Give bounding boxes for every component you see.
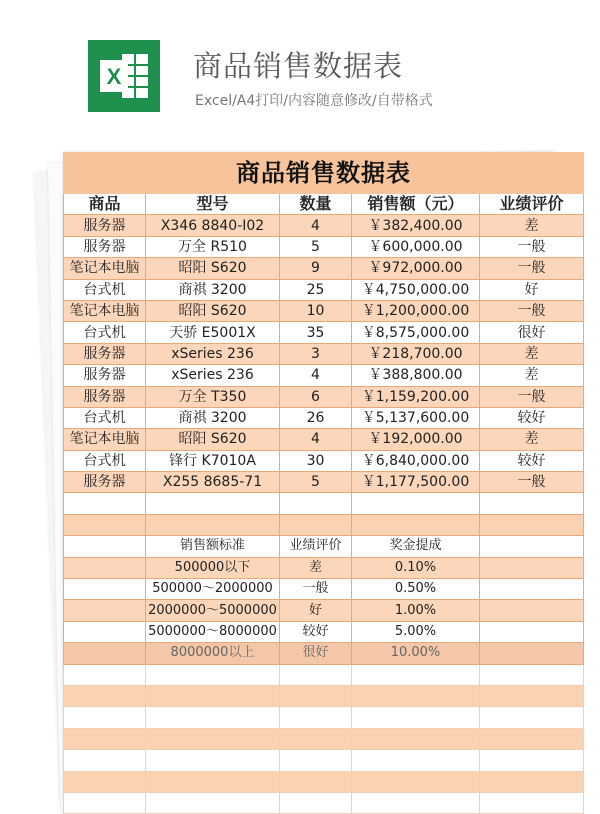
standard-row [64, 536, 584, 557]
standard-cell[interactable]: 业绩评价 [280, 536, 352, 557]
column-header[interactable]: 商品 [64, 194, 146, 215]
empty-cell[interactable] [146, 685, 280, 706]
table-cell[interactable]: 台式机 [64, 407, 146, 428]
table-cell[interactable]: ￥1,159,200.00 [352, 386, 480, 407]
table-cell[interactable]: 昭阳 S620 [146, 429, 280, 450]
empty-row [64, 771, 584, 792]
table-cell[interactable]: 较好 [480, 407, 584, 428]
table-cell[interactable]: ￥382,400.00 [352, 215, 480, 236]
standard-cell[interactable]: 0.10% [352, 557, 480, 578]
table-row [64, 322, 584, 343]
table-row [64, 429, 584, 450]
empty-cell[interactable] [480, 707, 584, 728]
table-cell[interactable]: X255 8685-71 [146, 472, 280, 493]
empty-cell[interactable] [64, 557, 146, 578]
table-cell[interactable]: 差 [480, 429, 584, 450]
empty-cell[interactable] [480, 685, 584, 706]
empty-cell[interactable] [352, 514, 480, 535]
empty-cell[interactable] [480, 643, 584, 664]
standard-cell[interactable]: 5000000～8000000 [146, 621, 280, 642]
standard-cell[interactable]: 销售额标准 [146, 536, 280, 557]
table-cell[interactable]: 26 [280, 407, 352, 428]
standard-cell[interactable]: 很好 [280, 643, 352, 664]
empty-cell[interactable] [280, 792, 352, 813]
empty-cell[interactable] [480, 536, 584, 557]
standard-cell[interactable]: 一般 [280, 579, 352, 600]
page-subtitle: Excel/A4打印/内容随意修改/自带格式 [195, 93, 433, 109]
table-cell[interactable]: ￥600,000.00 [352, 236, 480, 257]
standard-cell[interactable]: 5.00% [352, 621, 480, 642]
table-cell[interactable]: 台式机 [64, 322, 146, 343]
empty-cell[interactable] [64, 728, 146, 749]
table-cell[interactable]: 差 [480, 343, 584, 364]
standard-cell[interactable]: 1.00% [352, 600, 480, 621]
empty-cell[interactable] [480, 621, 584, 642]
empty-row [64, 750, 584, 771]
empty-cell[interactable] [64, 536, 146, 557]
empty-cell[interactable] [146, 750, 280, 771]
table-cell[interactable]: xSeries 236 [146, 343, 280, 364]
table-cell[interactable]: 好 [480, 279, 584, 300]
table-cell[interactable]: 一般 [480, 236, 584, 257]
table-cell[interactable]: 30 [280, 450, 352, 471]
standard-row [64, 643, 584, 664]
table-row [64, 472, 584, 493]
table-cell[interactable]: 昭阳 S620 [146, 300, 280, 321]
table-cell[interactable]: 一般 [480, 300, 584, 321]
sheet-title: 商品销售数据表 [64, 153, 584, 194]
empty-cell[interactable] [280, 493, 352, 514]
table-row [64, 258, 584, 279]
standard-cell[interactable]: 好 [280, 600, 352, 621]
standard-row [64, 579, 584, 600]
table-cell[interactable]: 服务器 [64, 472, 146, 493]
standard-cell[interactable]: 10.00% [352, 643, 480, 664]
table-cell[interactable]: 差 [480, 215, 584, 236]
standard-row [64, 557, 584, 578]
table-cell[interactable]: ￥388,800.00 [352, 365, 480, 386]
empty-cell[interactable] [280, 664, 352, 685]
table-row [64, 279, 584, 300]
table-cell[interactable]: ￥218,700.00 [352, 343, 480, 364]
empty-cell[interactable] [146, 493, 280, 514]
empty-row [64, 514, 584, 535]
column-header[interactable]: 销售额（元） [352, 194, 480, 215]
table-cell[interactable]: X346 8840-I02 [146, 215, 280, 236]
empty-cell[interactable] [480, 792, 584, 813]
table-row [64, 365, 584, 386]
empty-cell[interactable] [64, 493, 146, 514]
empty-cell[interactable] [480, 579, 584, 600]
table-cell[interactable]: 一般 [480, 386, 584, 407]
table-cell[interactable]: 差 [480, 365, 584, 386]
sales-table [63, 152, 584, 814]
empty-cell[interactable] [480, 750, 584, 771]
empty-cell[interactable] [352, 728, 480, 749]
standard-cell[interactable]: 较好 [280, 621, 352, 642]
empty-cell[interactable] [480, 771, 584, 792]
empty-cell[interactable] [352, 750, 480, 771]
table-cell[interactable]: 5 [280, 472, 352, 493]
table-row [64, 215, 584, 236]
empty-cell[interactable] [146, 728, 280, 749]
empty-cell[interactable] [146, 792, 280, 813]
table-cell[interactable]: 3 [280, 343, 352, 364]
table-cell[interactable]: 4 [280, 429, 352, 450]
standard-cell[interactable]: 500000～2000000 [146, 579, 280, 600]
empty-cell[interactable] [352, 792, 480, 813]
table-row [64, 407, 584, 428]
standard-cell[interactable]: 差 [280, 557, 352, 578]
page-header [0, 0, 600, 125]
empty-cell[interactable] [352, 664, 480, 685]
table-cell[interactable]: ￥8,575,000.00 [352, 322, 480, 343]
empty-cell[interactable] [64, 579, 146, 600]
empty-cell[interactable] [64, 621, 146, 642]
empty-cell[interactable] [64, 600, 146, 621]
empty-cell[interactable] [146, 707, 280, 728]
empty-cell[interactable] [280, 707, 352, 728]
table-cell[interactable]: 4 [280, 215, 352, 236]
table-cell[interactable]: 较好 [480, 450, 584, 471]
table-cell[interactable]: 35 [280, 322, 352, 343]
table-cell[interactable]: 台式机 [64, 279, 146, 300]
empty-row [64, 707, 584, 728]
table-cell[interactable]: ￥5,137,600.00 [352, 407, 480, 428]
empty-cell[interactable] [480, 514, 584, 535]
table-cell[interactable]: 5 [280, 236, 352, 257]
empty-cell[interactable] [352, 493, 480, 514]
excel-logo-letter: X [106, 64, 122, 89]
standard-cell[interactable]: 2000000～5000000 [146, 600, 280, 621]
empty-cell[interactable] [146, 514, 280, 535]
empty-cell[interactable] [64, 685, 146, 706]
column-header[interactable]: 业绩评价 [480, 194, 584, 215]
table-cell[interactable]: 4 [280, 365, 352, 386]
table-cell[interactable]: xSeries 236 [146, 365, 280, 386]
table-cell[interactable]: 服务器 [64, 386, 146, 407]
empty-row [64, 728, 584, 749]
standard-cell[interactable]: 500000以下 [146, 557, 280, 578]
table-row [64, 386, 584, 407]
excel-icon [88, 40, 160, 112]
empty-cell[interactable] [64, 771, 146, 792]
empty-cell[interactable] [64, 750, 146, 771]
table-cell[interactable]: 10 [280, 300, 352, 321]
table-cell[interactable]: 笔记本电脑 [64, 429, 146, 450]
column-header[interactable]: 数量 [280, 194, 352, 215]
table-cell[interactable]: 服务器 [64, 365, 146, 386]
empty-cell[interactable] [280, 750, 352, 771]
table-cell[interactable]: ￥192,000.00 [352, 429, 480, 450]
empty-cell[interactable] [480, 600, 584, 621]
empty-cell[interactable] [64, 707, 146, 728]
table-cell[interactable]: 商祺 3200 [146, 407, 280, 428]
table-cell[interactable]: 25 [280, 279, 352, 300]
table-cell[interactable]: 一般 [480, 472, 584, 493]
empty-row [64, 493, 584, 514]
table-cell[interactable]: 笔记本电脑 [64, 258, 146, 279]
table-cell[interactable]: 锋行 K7010A [146, 450, 280, 471]
standard-cell[interactable]: 0.50% [352, 579, 480, 600]
standard-row [64, 621, 584, 642]
standard-cell[interactable]: 奖金提成 [352, 536, 480, 557]
table-cell[interactable]: 万全 R510 [146, 236, 280, 257]
table-cell[interactable]: 服务器 [64, 215, 146, 236]
empty-cell[interactable] [64, 643, 146, 664]
table-cell[interactable]: ￥6,840,000.00 [352, 450, 480, 471]
spreadsheet-sheet [63, 152, 564, 800]
table-cell[interactable]: 服务器 [64, 236, 146, 257]
table-row [64, 300, 584, 321]
standard-cell[interactable]: 8000000以上 [146, 643, 280, 664]
column-header[interactable]: 型号 [146, 194, 280, 215]
table-cell[interactable]: 很好 [480, 322, 584, 343]
empty-cell[interactable] [480, 557, 584, 578]
empty-cell[interactable] [480, 493, 584, 514]
table-cell[interactable]: 笔记本电脑 [64, 300, 146, 321]
table-cell[interactable]: 9 [280, 258, 352, 279]
empty-cell[interactable] [352, 707, 480, 728]
empty-cell[interactable] [280, 728, 352, 749]
empty-row [64, 792, 584, 813]
table-cell[interactable]: 6 [280, 386, 352, 407]
empty-cell[interactable] [280, 771, 352, 792]
table-row [64, 236, 584, 257]
table-cell[interactable]: ￥4,750,000.00 [352, 279, 480, 300]
empty-cell[interactable] [280, 685, 352, 706]
table-cell[interactable]: 万全 T350 [146, 386, 280, 407]
empty-cell[interactable] [64, 664, 146, 685]
standard-row [64, 600, 584, 621]
empty-cell[interactable] [64, 792, 146, 813]
table-cell[interactable]: 天骄 E5001X [146, 322, 280, 343]
empty-cell[interactable] [352, 771, 480, 792]
table-row [64, 450, 584, 471]
table-cell[interactable]: ￥972,000.00 [352, 258, 480, 279]
empty-cell[interactable] [64, 514, 146, 535]
table-cell[interactable]: ￥1,200,000.00 [352, 300, 480, 321]
table-cell[interactable]: 商祺 3200 [146, 279, 280, 300]
table-cell[interactable]: 台式机 [64, 450, 146, 471]
table-cell[interactable]: ￥1,177,500.00 [352, 472, 480, 493]
table-cell[interactable]: 一般 [480, 258, 584, 279]
empty-row [64, 685, 584, 706]
empty-cell[interactable] [480, 728, 584, 749]
empty-cell[interactable] [280, 514, 352, 535]
table-cell[interactable]: 昭阳 S620 [146, 258, 280, 279]
empty-cell[interactable] [352, 685, 480, 706]
page-title: 商品销售数据表 [193, 49, 404, 83]
table-cell[interactable]: 服务器 [64, 343, 146, 364]
empty-row [64, 664, 584, 685]
empty-cell[interactable] [480, 664, 584, 685]
empty-cell[interactable] [146, 664, 280, 685]
table-row [64, 343, 584, 364]
empty-cell[interactable] [146, 771, 280, 792]
